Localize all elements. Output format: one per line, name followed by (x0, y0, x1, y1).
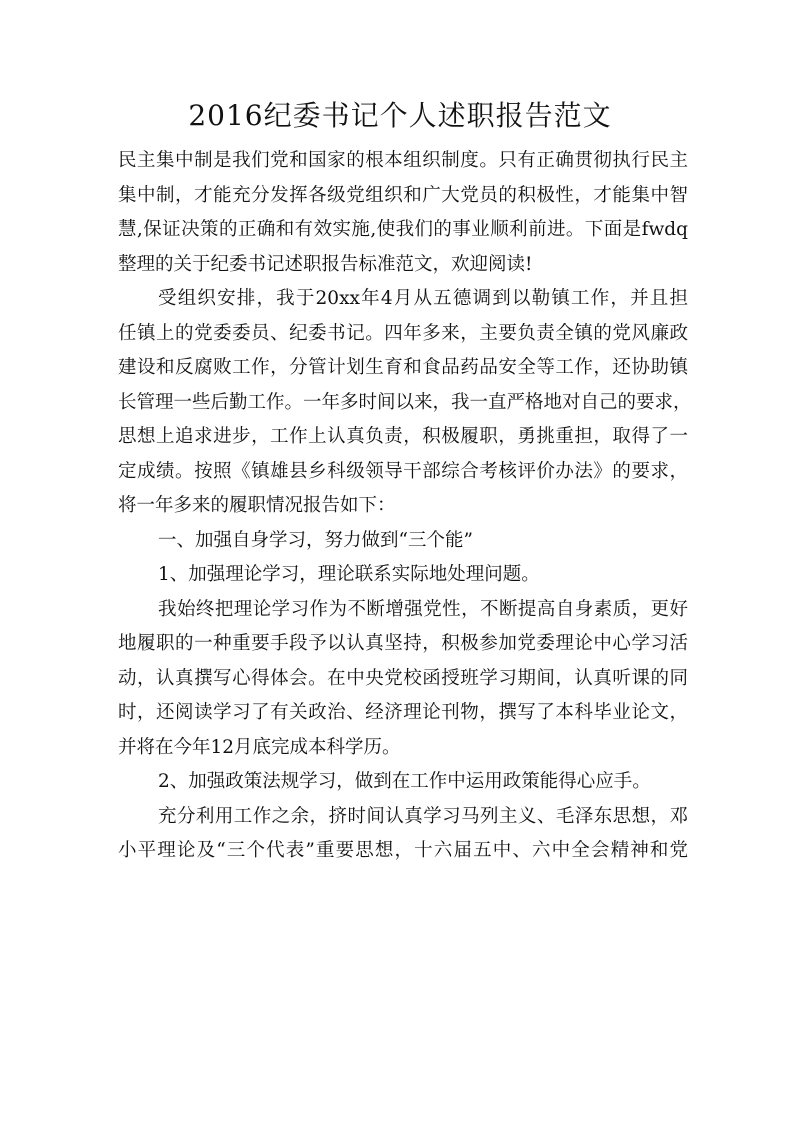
document-title: 2016纪委书记个人述职报告范文 (188, 99, 612, 132)
paragraph-line: 建设和反腐败工作，分管计划生育和食品药品安全等工作，还协助镇 (118, 357, 688, 378)
paragraph-line: 动，认真撰写心得体会。在中央党校函授班学习期间，认真听课的同 (118, 667, 688, 689)
paragraph-line: 集中制，才能充分发挥各级党组织和广大党员的积极性，才能集中智 (118, 184, 688, 206)
paragraph-line: 整理的关于纪委书记述职报告标准范文，欢迎阅读! (118, 253, 533, 275)
paragraph-line: 时，还阅读学习了有关政治、经济理论刊物，撰写了本科毕业论文， (118, 702, 688, 723)
paragraph-line: 将一年多来的履职情况报告如下： (118, 495, 396, 516)
paragraph-line: 1、加强理论学习，理论联系实际地处理问题。 (158, 564, 540, 585)
paragraph-line: 思想上追求进步，工作上认真负责，积极履职，勇挑重担，取得了一 (118, 426, 688, 447)
paragraph-line: 民主集中制是我们党和国家的根本组织制度。只有正确贯彻执行民主 (118, 150, 688, 171)
paragraph-line: 一、加强自身学习，努力做到“三个能” (158, 529, 473, 551)
paragraph-line: 地履职的一种重要手段予以认真坚持，积极参加党委理论中心学习活 (118, 633, 688, 654)
paragraph-line: 2、加强政策法规学习，做到在工作中运用政策能得心应手。 (158, 771, 651, 792)
paragraph-line: 并将在今年12月底完成本科学历。 (118, 736, 401, 758)
paragraph-line: 受组织安排，我于20xx年4月从五德调到以勒镇工作，并且担 (158, 288, 688, 309)
paragraph-line: 充分利用工作之余，挤时间认真学习马列主义、毛泽东思想，邓 (158, 805, 688, 827)
paragraph-line: 小平理论及“三个代表”重要思想，十六届五中、六中全会精神和党 (118, 840, 688, 861)
paragraph-line: 长管理一些后勤工作。一年多时间以来，我一直严格地对自己的要求， (118, 391, 692, 413)
paragraph-line: 慧,保证决策的正确和有效实施,使我们的事业顺利前进。下面是fwdq (118, 219, 688, 240)
paragraph-line: 我始终把理论学习作为不断增强党性，不断提高自身素质，更好 (158, 598, 688, 620)
paragraph-line: 任镇上的党委委员、纪委书记。四年多来，主要负责全镇的党风廉政 (118, 322, 688, 344)
paragraph-line: 定成绩。按照《镇雄县乡科级领导干部综合考核评价办法》的要求， (118, 460, 688, 482)
